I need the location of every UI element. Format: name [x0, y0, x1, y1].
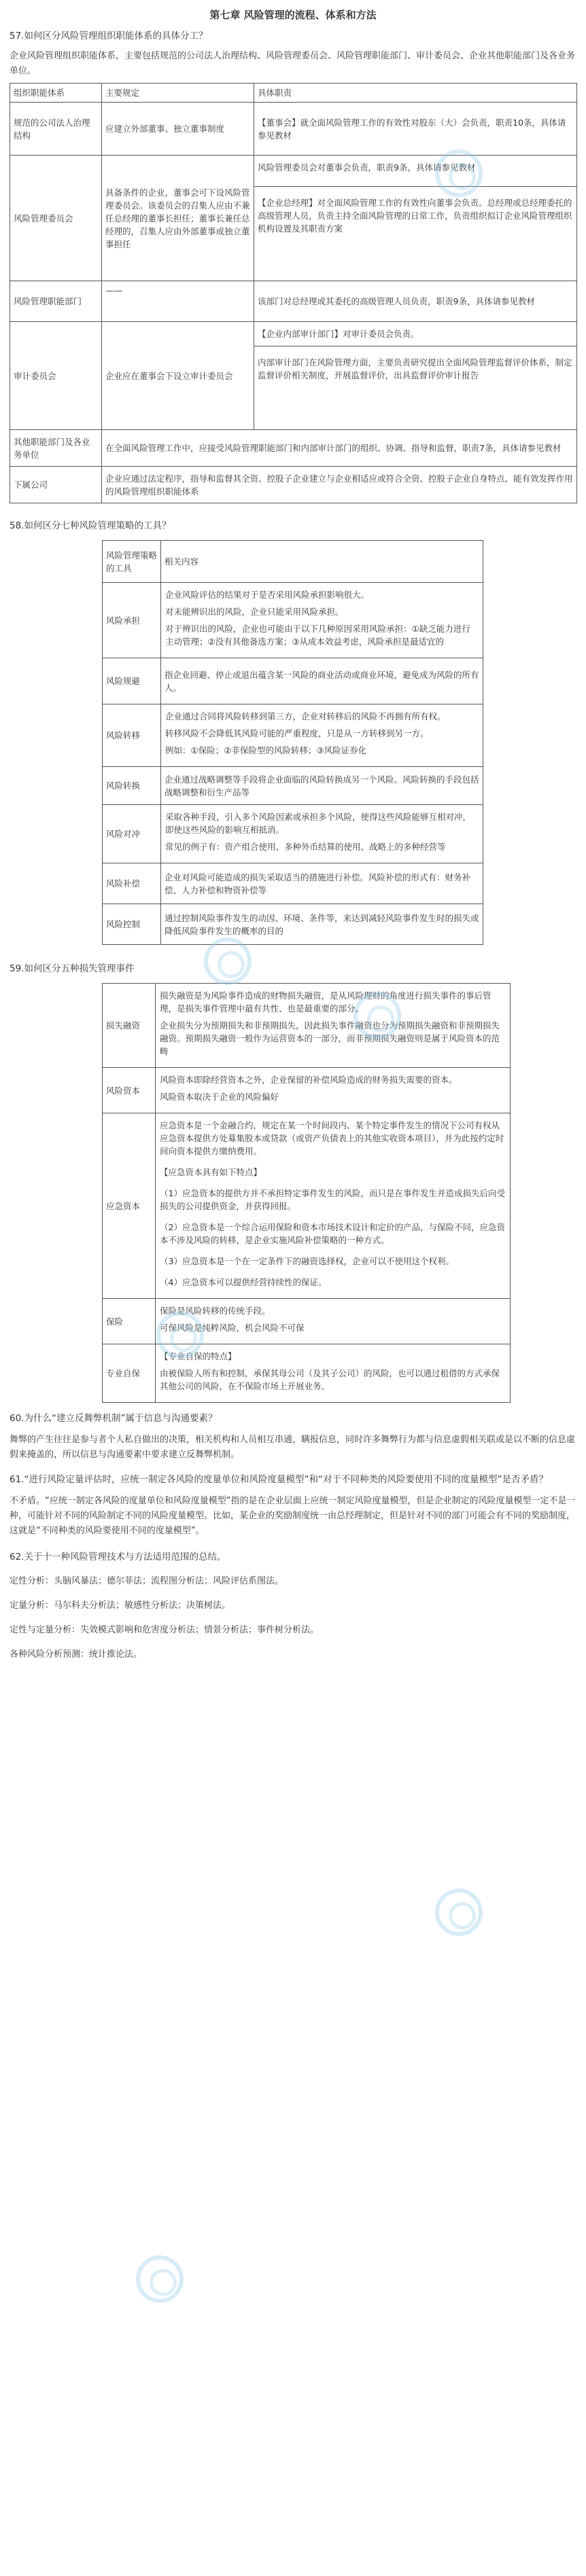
- content-paragraph: 通过控制风险事件发生的动因、环境、条件等，来达到减轻风险事件发生时的损失或降低风险事件发生的概率的目的: [165, 912, 479, 936]
- table-row: [10, 156, 577, 281]
- strategy-content-cell: [161, 863, 483, 904]
- org-function-table: [10, 83, 577, 503]
- table-header: 组织职能体系: [10, 84, 102, 103]
- org-rule-cell: 应建立外部董事、独立董事制度: [102, 103, 254, 156]
- loss-event-table: [102, 983, 511, 1403]
- org-duty-text: 【企业总经理】对全面风险管理工作的有效性向董事会负责。总经理或总经理委托的高级管理人员，负责主持全面风险管理的日常工作，负责组织拟订企业风险管理组织机构设置及其职责方案: [258, 198, 572, 234]
- table-row: [103, 1068, 511, 1113]
- table-row: [10, 103, 577, 156]
- table-row: [103, 805, 483, 863]
- org-duty-text: 风险管理委员会对董事会负责，职责9条，具体请参见教材: [254, 156, 576, 187]
- strategy-name-cell: 风险转移: [103, 704, 161, 767]
- table-header-row: [103, 541, 483, 583]
- content-paragraph: 例如：①保险；②非保险型的风险转移；③风险证券化: [165, 745, 367, 755]
- table-header-row: [10, 84, 577, 103]
- table-row: [10, 322, 577, 430]
- strategy-content-cell: [161, 805, 483, 863]
- question-60: 60.为什么“建立反舞弊机制”属于信息与沟通要素？: [10, 1413, 218, 1424]
- org-name-cell: 下属公司: [10, 467, 102, 503]
- table-row: [103, 583, 483, 658]
- strategy-name-cell: 风险规避: [103, 658, 161, 704]
- content-paragraph: 企业对风险可能造成的损失采取适当的措施进行补偿。风险补偿的形式有：财务补偿、人力补偿和物资补偿等: [165, 872, 471, 895]
- table-row: [103, 658, 483, 704]
- loss-content-cell: [156, 1113, 511, 1299]
- question-58: 58.如何区分七种风险管理策略的工具？: [10, 520, 171, 531]
- strategy-content-cell: [161, 658, 483, 704]
- content-paragraph: 企业损失分为预期损失和非预期损失，因此损失事件融资也分为预期损失融资和非预期损失融资。预期损失融资一般作为运营资本的一部分，而非预期损失融资则是属于风险资本的范畴: [160, 1020, 500, 1056]
- strategy-name-cell: 风险承担: [103, 583, 161, 658]
- table-header: 具体职责: [254, 84, 577, 103]
- loss-content-cell: [156, 1299, 511, 1344]
- strategy-name-cell: 风险补偿: [103, 863, 161, 904]
- content-paragraph: （4）应急资本可以提供经营持续性的保证。: [160, 1277, 327, 1287]
- content-paragraph: 企业风险评估的结果对于是否采用风险承担影响很大。: [165, 590, 370, 600]
- content-paragraph: 企业通过战略调整等手段将企业面临的风险转换成另一个风险。风险转换的手段包括战略调整和衍生产品等: [165, 774, 479, 798]
- org-duty-cell: [254, 156, 577, 281]
- table-row: [103, 904, 483, 945]
- table-row: [103, 767, 483, 805]
- table-row: [103, 1113, 511, 1299]
- table-header: 主要规定: [102, 84, 254, 103]
- content-paragraph: 对于辨识出的风险，企业也可能由于以下几种原因采用风险承担：①缺乏能力进行主动管理；②没有其他备选方案；③从成本效益考虑，风险承担是最适宜的: [165, 624, 470, 647]
- q62-item: 定性与定量分析：失效模式影响和危害度分析法；情景分析法；事件树分析法。: [10, 1625, 320, 1635]
- loss-content-cell: [156, 984, 511, 1068]
- question-59: 59.如何区分五种损失管理事件: [10, 963, 135, 974]
- q60-answer: 舞弊的产生往往是参与者个人私自做出的决策，相关机构和人员相互串通，瞒报信息，同时许多舞弊行为都与信息虚假相关联或是以不断的信息虚假来掩盖的，所以信息与沟通要素中要求建立反舞弊机制。: [10, 1435, 576, 1460]
- question-62: 62.关于十一种风险管理技术与方法适用范围的总结。: [10, 1552, 226, 1562]
- chapter-title: 第七章 风险管理的流程、体系和方法: [209, 9, 377, 21]
- risk-strategy-table: [102, 540, 483, 945]
- org-duty-cell: 企业应通过法定程序，指导和监督其全资、控股子企业建立与企业相适应或符合全资、控股子企业自身特点、能有效发挥作用的风险管理组织职能体系: [102, 467, 577, 503]
- content-paragraph: 【专业自保的特点】: [160, 1351, 237, 1361]
- table-row: [10, 430, 577, 467]
- content-paragraph: 可保风险是纯粹风险，机会风险不可保: [160, 1323, 305, 1333]
- org-duty-cell: [254, 322, 577, 430]
- content-paragraph: 常见的例子有：资产组合使用、多种外币结算的使用、战略上的多种经营等: [165, 842, 446, 852]
- table-row: [103, 984, 511, 1068]
- org-duty-cell: 该部门对总经理或其委托的高级管理人员负责，职责9条，具体请参见教材: [254, 281, 577, 322]
- question-61: 61.“进行风险定量评估时，应统一制定各风险的度量单位和风险度量模型”和“对于不同种类的风险要使用不同的度量模型”是否矛盾？: [10, 1474, 548, 1485]
- org-name-cell: 风险管理职能部门: [10, 281, 102, 322]
- loss-name-cell: 应急资本: [103, 1113, 156, 1299]
- table-header: 风险管理策略的工具: [103, 541, 161, 583]
- table-row: [10, 467, 577, 503]
- loss-name-cell: 损失融资: [103, 984, 156, 1068]
- content-paragraph: （2）应急资本是一个综合运用保险和资本市场技术设计和定价的产品，与保险不同，应急资本不涉及风险的转移，是企业实施风险补偿策略的一种方式。: [160, 1222, 505, 1245]
- table-header: 相关内容: [161, 541, 483, 583]
- loss-name-cell: 风险资本: [103, 1068, 156, 1113]
- content-paragraph: 对未能辨识出的风险，企业只能采用风险承担。: [165, 607, 344, 617]
- content-paragraph: 指企业回避、停止或退出蕴含某一风险的商业活动或商业环境，避免成为风险的所有人。: [165, 669, 479, 693]
- table-row: [103, 1299, 511, 1344]
- q62-item: 定量分析：马尔科夫分析法；敏感性分析法；决策树法。: [10, 1600, 231, 1611]
- org-duty-text: 【企业内部审计部门】对审计委员会负责。: [254, 322, 576, 346]
- strategy-content-cell: [161, 904, 483, 945]
- org-duty-cell: 在全面风险管理工作中，应接受风险管理职能部门和内部审计部门的组织、协调、指导和监督，职责7条，具体请参见教材: [102, 430, 577, 467]
- content-paragraph: （1）应急资本的提供方并不承担特定事件发生的风险，而只是在事件发生并造成损失后向受损失的公司提供资金，并获得回报。: [160, 1188, 505, 1211]
- content-paragraph: 风险资本即除经营资本之外，企业保留的补偿风险造成的财务损失需要的资本。: [160, 1075, 458, 1085]
- content-paragraph: 风险资本取决于企业的风险偏好: [160, 1092, 279, 1102]
- q62-item: 定性分析：头脑风暴法；德尔菲法；流程图分析法；风险评估系图法。: [10, 1576, 284, 1586]
- strategy-content-cell: [161, 583, 483, 658]
- org-duty-cell: 【董事会】就全面风险管理工作的有效性对股东（大）会负责，职责10条，具体请参见教材: [254, 103, 577, 156]
- watermark-logo-icon: [435, 1889, 483, 1936]
- table-row: [103, 863, 483, 904]
- loss-content-cell: [156, 1344, 511, 1403]
- org-name-cell: 风险管理委员会: [10, 156, 102, 281]
- org-rule-cell: ——: [102, 281, 254, 322]
- strategy-name-cell: 风险控制: [103, 904, 161, 945]
- loss-content-cell: [156, 1068, 511, 1113]
- q61-answer: 不矛盾。“应统一制定各风险的度量单位和风险度量模型”指的是在企业层面上应统一制定风险度量模型，但是企业制定的风险度量模型一定不是一种，可能针对不同的风险制定不同的风险度量模型。比如，某企业的奖励制度统一由总经理制定，但是针对不同的部门可能会有不同的奖励制度，这就是“不同种类的风险要使用不同的度量模型”。: [10, 1496, 576, 1536]
- q62-item: 各种风险分析预测：统计推论法。: [10, 1649, 143, 1660]
- strategy-content-cell: [161, 704, 483, 767]
- table-row: [10, 281, 577, 322]
- content-paragraph: 应急资本是一个金融合约，规定在某一个时间段内、某个特定事件发生的情况下公司有权从应急资本提供方处募集股本或贷款（或资产负债表上的其他实收资本项目），并为此按约定时间向资本提供方缴纳费用。: [160, 1120, 504, 1156]
- strategy-name-cell: 风险转换: [103, 767, 161, 805]
- content-paragraph: 由被保险人所有和控制，承保其母公司（及其子公司）的风险，也可以通过租借的方式承保其他公司的风险，在不保险市场上开展业务。: [160, 1368, 500, 1391]
- content-paragraph: （3）应急资本是一个在一定条件下的融资选择权，企业可以不使用这个权利。: [160, 1256, 454, 1266]
- content-paragraph: 企业通过合同将风险转移到第三方，企业对转移后的风险不再拥有所有权。: [165, 711, 446, 721]
- strategy-name-cell: 风险对冲: [103, 805, 161, 863]
- loss-name-cell: 保险: [103, 1299, 156, 1344]
- org-name-cell: 规范的公司法人治理结构: [10, 103, 102, 156]
- org-name-cell: 其他职能部门及各业务单位: [10, 430, 102, 467]
- q57-intro: 企业风险管理组织职能体系，主要包括规范的公司法人治理结构、风险管理委员会、风险管理职能部门、审计委员会、企业其他职能部门及各业务单位。: [10, 51, 576, 76]
- content-paragraph: 保险是风险转移的传统手段。: [160, 1306, 271, 1316]
- content-paragraph: 【应急资本具有如下特点】: [160, 1167, 262, 1177]
- org-duty-text: 内部审计部门在风险管理方面，主要负责研究提出全面风险管理监督评价体系，制定监督评价相关制度，开展监督评价，出具监督评价审计报告: [258, 357, 572, 380]
- content-paragraph: 采取各种手段，引入多个风险因素或承担多个风险，使得这些风险能够互相对冲，即使这些风险的影响互相抵消。: [165, 812, 472, 835]
- content-paragraph: 损失融资是为风险事件造成的财物损失融资，是从风险理财的角度进行损失事件的事后管理，是损失事件管理中最有共性、也是最重要的部分。: [160, 990, 492, 1014]
- strategy-content-cell: [161, 767, 483, 805]
- question-57: 57.如何区分风险管理组织职能体系的具体分工？: [10, 31, 208, 41]
- watermark-logo-icon: [136, 2255, 184, 2303]
- content-paragraph: 转移风险不会降低其风险可能的严重程度，只是从一方转移到另一方。: [165, 728, 429, 738]
- table-row: [103, 1344, 511, 1403]
- org-rule-cell: 具备条件的企业，董事会可下设风险管理委员会。该委员会的召集人应由不兼任总经理的董事长担任；董事长兼任总经理的，召集人应由外部董事或独立董事担任: [102, 156, 254, 281]
- org-rule-cell: 企业应在董事会下设立审计委员会: [102, 322, 254, 430]
- loss-name-cell: 专业自保: [103, 1344, 156, 1403]
- org-name-cell: 审计委员会: [10, 322, 102, 430]
- table-row: [103, 704, 483, 767]
